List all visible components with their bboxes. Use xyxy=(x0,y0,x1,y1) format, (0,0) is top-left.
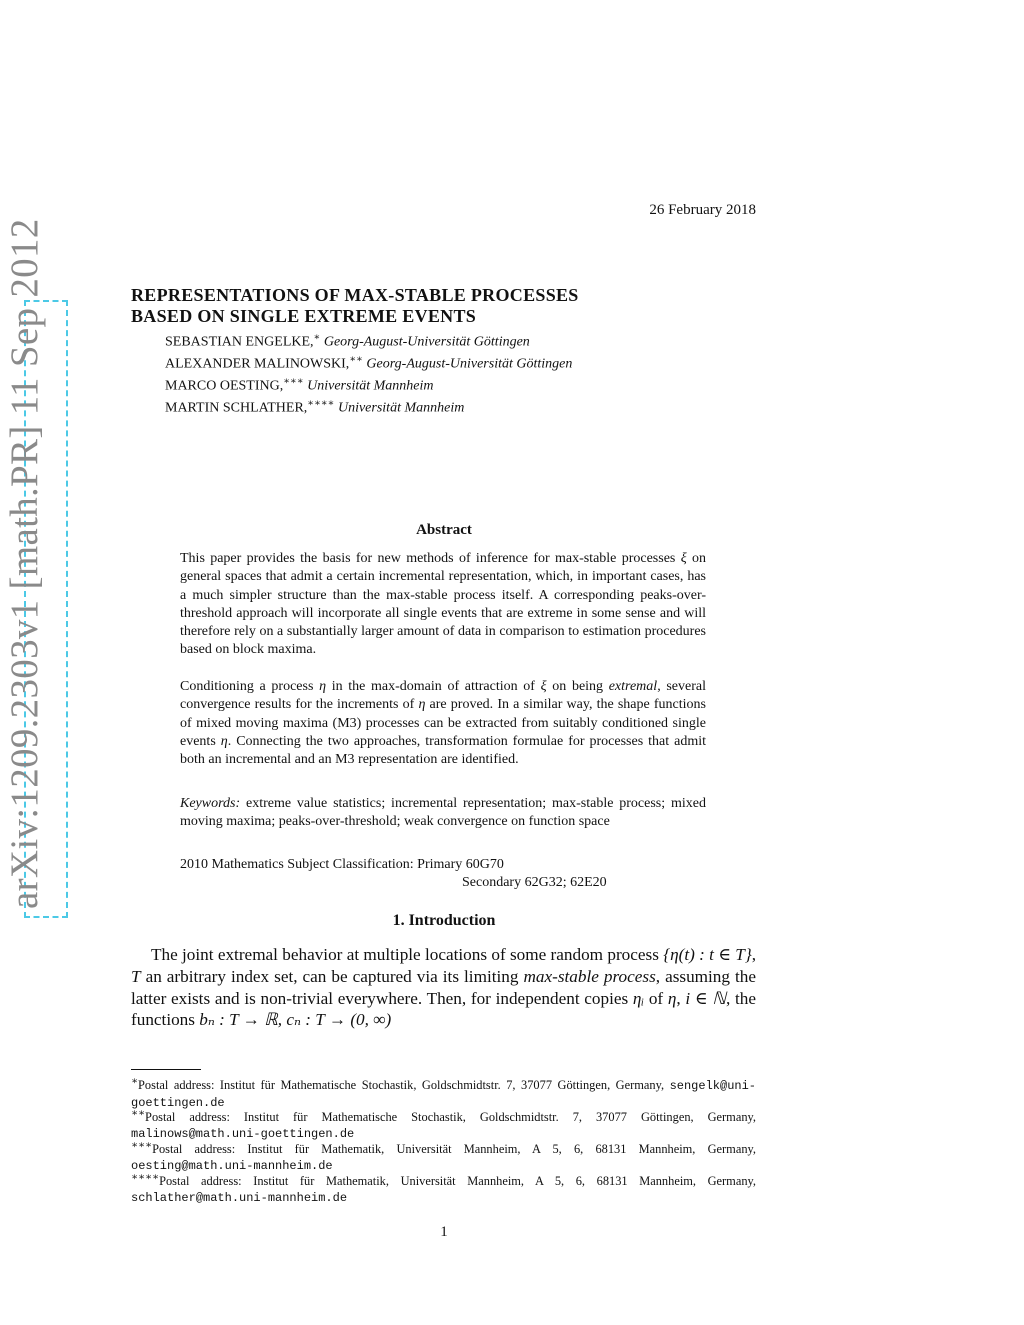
keywords-label: Keywords: xyxy=(180,796,241,811)
email-link[interactable]: malinows@math.uni-goettingen.de xyxy=(131,1127,355,1142)
arxiv-stamp-text: arXiv:1209.2303v1 [math.PR] 11 Sep 2012 xyxy=(3,218,46,909)
msc-line-2: Secondary 62G32; 62E20 xyxy=(462,875,607,890)
author-2 xyxy=(165,354,572,373)
msc-line-1: 2010 Mathematics Subject Classification: Primary 60G70 xyxy=(180,857,504,872)
footnote-3: ∗∗∗Postal address: Institut für Mathematik, Universität Mannheim, A 5, 6, 68131 Mannheim, Germany, oesting@math.uni-mannheim.de xyxy=(131,1140,756,1174)
date: 26 February 2018 xyxy=(649,202,756,218)
author-name: MARCO OESTING, xyxy=(165,378,284,394)
author-affiliation: Universität Mannheim xyxy=(337,400,465,416)
author-name: SEBASTIAN ENGELKE, xyxy=(165,334,314,350)
footnote-1: ∗Postal address: Institut für Mathematische Stochastik, Goldschmidtstr. 7, 37077 Göttingen, Germany, sengelk@uni-goettingen.de xyxy=(131,1076,756,1111)
footnote-rule xyxy=(131,1069,201,1070)
author-name: ALEXANDER MALINOWSKI, xyxy=(165,356,350,372)
email-link[interactable]: schlather@math.uni-mannheim.de xyxy=(131,1191,348,1206)
author-mark: ∗∗∗ xyxy=(283,376,304,387)
author-mark: ∗ xyxy=(313,332,321,343)
author-1 xyxy=(165,332,530,351)
author-mark: ∗∗ xyxy=(349,354,363,365)
paper-title xyxy=(131,285,579,327)
section-heading: 1. Introduction xyxy=(392,912,496,929)
author-4 xyxy=(165,398,464,417)
footnote-2: ∗∗Postal address: Institut für Mathematische Stochastik, Goldschmidtstr. 7, 37077 Göttingen, Germany, malinows@math.uni-goettingen.de xyxy=(131,1108,756,1142)
keywords-text: extreme value statistics; incremental representation; max-stable process; mixed moving maxima; peaks-over-threshold; weak convergence on function space xyxy=(180,796,706,830)
author-mark: ∗∗∗∗ xyxy=(307,398,335,409)
author-affiliation: Universität Mannheim xyxy=(307,378,434,394)
intro-paragraph: The joint extremal behavior at multiple locations of some random process {η(t) : t ∈ T}, T an arbitrary index set, can be captured via its limiting max-stable process, assuming the latter exists and is non-trivial everywhere. Then, for independent copies ηᵢ of η, i ∈ ℕ, the functions bₙ : T → ℝ, cₙ : T → (0, ∞) xyxy=(131,945,756,1030)
title-line-2: BASED ON SINGLE EXTREME EVENTS xyxy=(131,306,477,326)
title-line-1: REPRESENTATIONS OF MAX-STABLE PROCESSES xyxy=(131,285,579,305)
author-affiliation: Georg-August-Universität Göttingen xyxy=(323,334,530,350)
page-number: 1 xyxy=(440,1224,448,1240)
keywords xyxy=(180,795,706,832)
abstract-paragraph-1: This paper provides the basis for new methods of inference for max-stable processes ξ on general spaces that admit a certain incremental representation, which, in important cases, has a much simpler structure than the max-stable process itself. A corresponding peaks-over-threshold approach will incorporate all single events that are extreme in some sense and will therefore rely on a substantially larger amount of data in comparison to estimation procedures based on block maxima. xyxy=(180,551,707,658)
author-affiliation: Georg-August-Universität Göttingen xyxy=(366,356,573,372)
email-link[interactable]: sengelk@uni-goettingen.de xyxy=(131,1079,756,1111)
abstract-paragraph-2: Conditioning a process η in the max-domain of attraction of ξ on being extremal, several convergence results for the increments of η are proved. In a similar way, the shape functions of mixed moving maxima (M3) processes can be extracted from suitably conditioned single events η. Connecting the two approaches, transformation formulae for processes that admit both an incremental and an M3 representation are identified. xyxy=(180,679,707,768)
email-link[interactable]: oesting@math.uni-mannheim.de xyxy=(131,1159,333,1174)
author-name: MARTIN SCHLATHER, xyxy=(165,400,308,416)
author-3 xyxy=(165,376,434,395)
footnote-4: ∗∗∗∗Postal address: Institut für Mathematik, Universität Mannheim, A 5, 6, 68131 Mannheim, Germany, schlather@math.uni-mannheim.de xyxy=(131,1172,756,1206)
abstract-heading: Abstract xyxy=(416,522,472,538)
